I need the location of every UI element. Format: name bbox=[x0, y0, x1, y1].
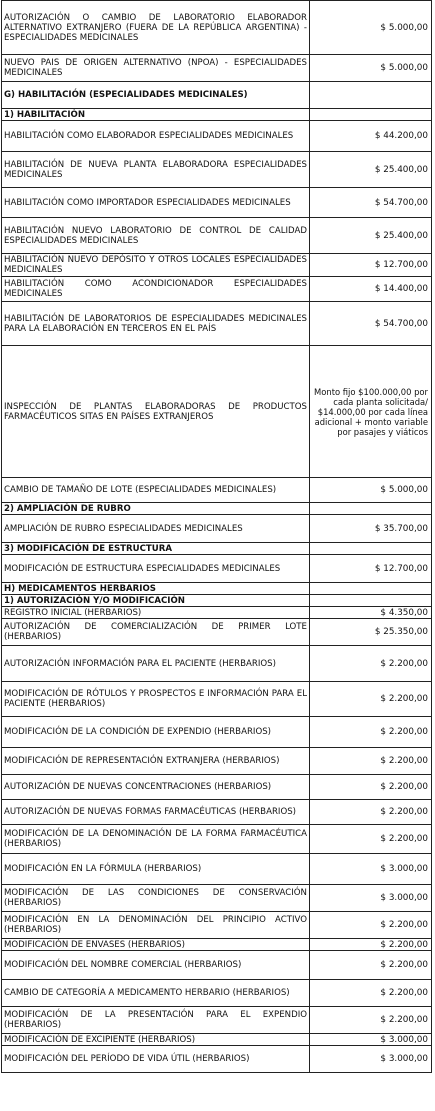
fee-description: MODIFICACIÓN DE EXCIPIENTE (HERBARIOS) bbox=[2, 1034, 310, 1046]
fee-description: HABILITACIÓN DE NUEVA PLANTA ELABORADORA ESPECIALIDADES MEDICINALES bbox=[2, 152, 310, 188]
fee-description: AUTORIZACIÓN DE COMERCIALIZACIÓN DE PRIMER LOTE (HERBARIOS) bbox=[2, 619, 310, 646]
fee-description: AUTORIZACIÓN INFORMACIÓN PARA EL PACIENTE (HERBARIOS) bbox=[2, 646, 310, 682]
section-header-row bbox=[2, 82, 432, 109]
fee-amount: $ 3.000,00 bbox=[310, 854, 432, 885]
fee-row bbox=[2, 646, 432, 682]
fee-description: MODIFICACIÓN DE LAS CONDICIONES DE CONSERVACIÓN (HERBARIOS) bbox=[2, 885, 310, 912]
fee-amount: $ 54.700,00 bbox=[310, 188, 432, 218]
fee-row bbox=[2, 980, 432, 1007]
fee-description: MODIFICACIÓN DEL NOMBRE COMERCIAL (HERBARIOS) bbox=[2, 951, 310, 980]
fee-description: AUTORIZACIÓN DE NUEVAS FORMAS FARMACÉUTICAS (HERBARIOS) bbox=[2, 800, 310, 825]
fee-row bbox=[2, 1046, 432, 1073]
fee-description: MODIFICACIÓN DE LA PRESENTACIÓN PARA EL EXPENDIO (HERBARIOS) bbox=[2, 1007, 310, 1034]
section-title: H) MEDICAMENTOS HERBARIOS bbox=[2, 583, 310, 595]
fee-amount: $ 3.000,00 bbox=[310, 1046, 432, 1073]
fee-row bbox=[2, 619, 432, 646]
fee-amount: $ 3.000,00 bbox=[310, 1034, 432, 1046]
fee-amount: $ 2.200,00 bbox=[310, 646, 432, 682]
fee-amount: $ 2.200,00 bbox=[310, 800, 432, 825]
fee-amount: $ 2.200,00 bbox=[310, 748, 432, 775]
fee-row bbox=[2, 717, 432, 748]
fee-description: NUEVO PAIS DE ORIGEN ALTERNATIVO (NPOA) - ESPECIALIDADES MEDICINALES bbox=[2, 55, 310, 82]
fee-description: MODIFICACIÓN DE LA DENOMINACIÓN DE LA FORMA FARMACÉUTICA (HERBARIOS) bbox=[2, 825, 310, 854]
fee-row bbox=[2, 682, 432, 717]
fee-row bbox=[2, 346, 432, 478]
fee-description: MODIFICACIÓN DE ESTRUCTURA ESPECIALIDADES MEDICINALES bbox=[2, 555, 310, 583]
fee-description: HABILITACIÓN DE LABORATORIOS DE ESPECIALIDADES MEDICINALES PARA LA ELABORACIÓN EN TERCEROS EN EL PAÍS bbox=[2, 302, 310, 346]
fee-amount: $ 44.200,00 bbox=[310, 121, 432, 152]
fee-description: MODIFICACIÓN DEL PERÍODO DE VIDA ÚTIL (HERBARIOS) bbox=[2, 1046, 310, 1073]
fee-row bbox=[2, 515, 432, 543]
subsection-title: 1) AUTORIZACIÓN Y/O MODIFICACIÓN bbox=[2, 595, 310, 607]
fee-amount: $ 12.700,00 bbox=[310, 555, 432, 583]
fee-row bbox=[2, 277, 432, 302]
fee-amount: $ 25.350,00 bbox=[310, 619, 432, 646]
fee-amount: $ 4.350,00 bbox=[310, 607, 432, 619]
fee-amount: $ 35.700,00 bbox=[310, 515, 432, 543]
fee-row bbox=[2, 55, 432, 82]
fee-description: INSPECCIÓN DE PLANTAS ELABORADORAS DE PRODUCTOS FARMACÉUTICOS SITAS EN PAÍSES EXTRANJEROS bbox=[2, 346, 310, 478]
fee-description: MODIFICACIÓN EN LA FÓRMULA (HERBARIOS) bbox=[2, 854, 310, 885]
subsection-header-row bbox=[2, 595, 432, 607]
subsection-header-row bbox=[2, 543, 432, 555]
fee-amount: $ 25.400,00 bbox=[310, 152, 432, 188]
subsection-amount-cell bbox=[310, 595, 432, 607]
fee-description: HABILITACIÓN COMO ELABORADOR ESPECIALIDADES MEDICINALES bbox=[2, 121, 310, 152]
fee-description: HABILITACIÓN COMO IMPORTADOR ESPECIALIDADES MEDICINALES bbox=[2, 188, 310, 218]
subsection-title: 2) AMPLIACIÓN DE RUBRO bbox=[2, 503, 310, 515]
fee-row bbox=[2, 748, 432, 775]
fee-description: HABILITACIÓN NUEVO DEPÓSITO Y OTROS LOCALES ESPECIALIDADES MEDICINALES bbox=[2, 254, 310, 277]
fee-amount: $ 2.200,00 bbox=[310, 717, 432, 748]
fee-row bbox=[2, 1007, 432, 1034]
fee-row bbox=[2, 152, 432, 188]
subsection-amount-cell bbox=[310, 543, 432, 555]
fee-description: HABILITACIÓN COMO ACONDICIONADOR ESPECIALIDADES MEDICINALES bbox=[2, 277, 310, 302]
subsection-header-row bbox=[2, 503, 432, 515]
fee-row bbox=[2, 555, 432, 583]
fee-row bbox=[2, 800, 432, 825]
fee-amount: $ 5.000,00 bbox=[310, 478, 432, 503]
fee-amount: $ 5.000,00 bbox=[310, 55, 432, 82]
fee-amount: $ 2.200,00 bbox=[310, 682, 432, 717]
fee-row bbox=[2, 885, 432, 912]
fee-description: HABILITACIÓN NUEVO LABORATORIO DE CONTROL DE CALIDAD ESPECIALIDADES MEDICINALES bbox=[2, 218, 310, 254]
subsection-amount-cell bbox=[310, 503, 432, 515]
fee-description: MODIFICACIÓN DE RÓTULOS Y PROSPECTOS E INFORMACIÓN PARA EL PACIENTE (HERBARIOS) bbox=[2, 682, 310, 717]
fee-description: CAMBIO DE CATEGORÍA A MEDICAMENTO HERBARIO (HERBARIOS) bbox=[2, 980, 310, 1007]
fee-amount: $ 2.200,00 bbox=[310, 775, 432, 800]
fee-amount: $ 5.000,00 bbox=[310, 1, 432, 55]
fee-description: MODIFICACIÓN DE ENVASES (HERBARIOS) bbox=[2, 939, 310, 951]
fee-row bbox=[2, 854, 432, 885]
fee-row bbox=[2, 939, 432, 951]
fee-amount: $ 25.400,00 bbox=[310, 218, 432, 254]
fee-amount: $ 2.200,00 bbox=[310, 825, 432, 854]
subsection-title: 1) HABILITACIÓN bbox=[2, 109, 310, 121]
fee-amount: Monto fijo $100.000,00 por cada planta solicitada/ $14.000,00 por cada línea adicional + monto variable por pasajes y viáticos bbox=[310, 346, 432, 478]
fee-row bbox=[2, 254, 432, 277]
fee-description: MODIFICACIÓN DE REPRESENTACIÓN EXTRANJERA (HERBARIOS) bbox=[2, 748, 310, 775]
fee-row bbox=[2, 825, 432, 854]
fee-amount: $ 2.200,00 bbox=[310, 951, 432, 980]
subsection-header-row bbox=[2, 109, 432, 121]
fee-description: AMPLIACIÓN DE RUBRO ESPECIALIDADES MEDICINALES bbox=[2, 515, 310, 543]
fee-row bbox=[2, 218, 432, 254]
fee-description: AUTORIZACIÓN O CAMBIO DE LABORATORIO ELABORADOR ALTERNATIVO EXTRANJERO (FUERA DE LA REPÚBLICA ARGENTINA) - ESPECIALIDADES MEDICINALES bbox=[2, 1, 310, 55]
fee-description: MODIFICACIÓN EN LA DENOMINACIÓN DEL PRINCIPIO ACTIVO (HERBARIOS) bbox=[2, 912, 310, 939]
fee-table bbox=[1, 0, 432, 1073]
fee-amount: $ 3.000,00 bbox=[310, 885, 432, 912]
fee-description: CAMBIO DE TAMAÑO DE LOTE (ESPECIALIDADES MEDICINALES) bbox=[2, 478, 310, 503]
fee-description: AUTORIZACIÓN DE NUEVAS CONCENTRACIONES (HERBARIOS) bbox=[2, 775, 310, 800]
fee-row bbox=[2, 951, 432, 980]
fee-row bbox=[2, 478, 432, 503]
subsection-amount-cell bbox=[310, 109, 432, 121]
fee-row bbox=[2, 1034, 432, 1046]
fee-description: REGISTRO INICIAL (HERBARIOS) bbox=[2, 607, 310, 619]
fee-amount: $ 2.200,00 bbox=[310, 980, 432, 1007]
fee-amount: $ 12.700,00 bbox=[310, 254, 432, 277]
fee-row bbox=[2, 188, 432, 218]
section-amount-cell bbox=[310, 82, 432, 109]
fee-amount: $ 2.200,00 bbox=[310, 1007, 432, 1034]
fee-row bbox=[2, 775, 432, 800]
fee-row bbox=[2, 607, 432, 619]
fee-description: MODIFICACIÓN DE LA CONDICIÓN DE EXPENDIO (HERBARIOS) bbox=[2, 717, 310, 748]
fee-row bbox=[2, 302, 432, 346]
section-header-row bbox=[2, 583, 432, 595]
fee-row bbox=[2, 121, 432, 152]
fee-amount: $ 2.200,00 bbox=[310, 912, 432, 939]
fee-amount: $ 14.400,00 bbox=[310, 277, 432, 302]
fee-amount: $ 54.700,00 bbox=[310, 302, 432, 346]
fee-row bbox=[2, 1, 432, 55]
section-amount-cell bbox=[310, 583, 432, 595]
section-title: G) HABILITACIÓN (ESPECIALIDADES MEDICINALES) bbox=[2, 82, 310, 109]
subsection-title: 3) MODIFICACIÓN DE ESTRUCTURA bbox=[2, 543, 310, 555]
fee-amount: $ 2.200,00 bbox=[310, 939, 432, 951]
fee-row bbox=[2, 912, 432, 939]
